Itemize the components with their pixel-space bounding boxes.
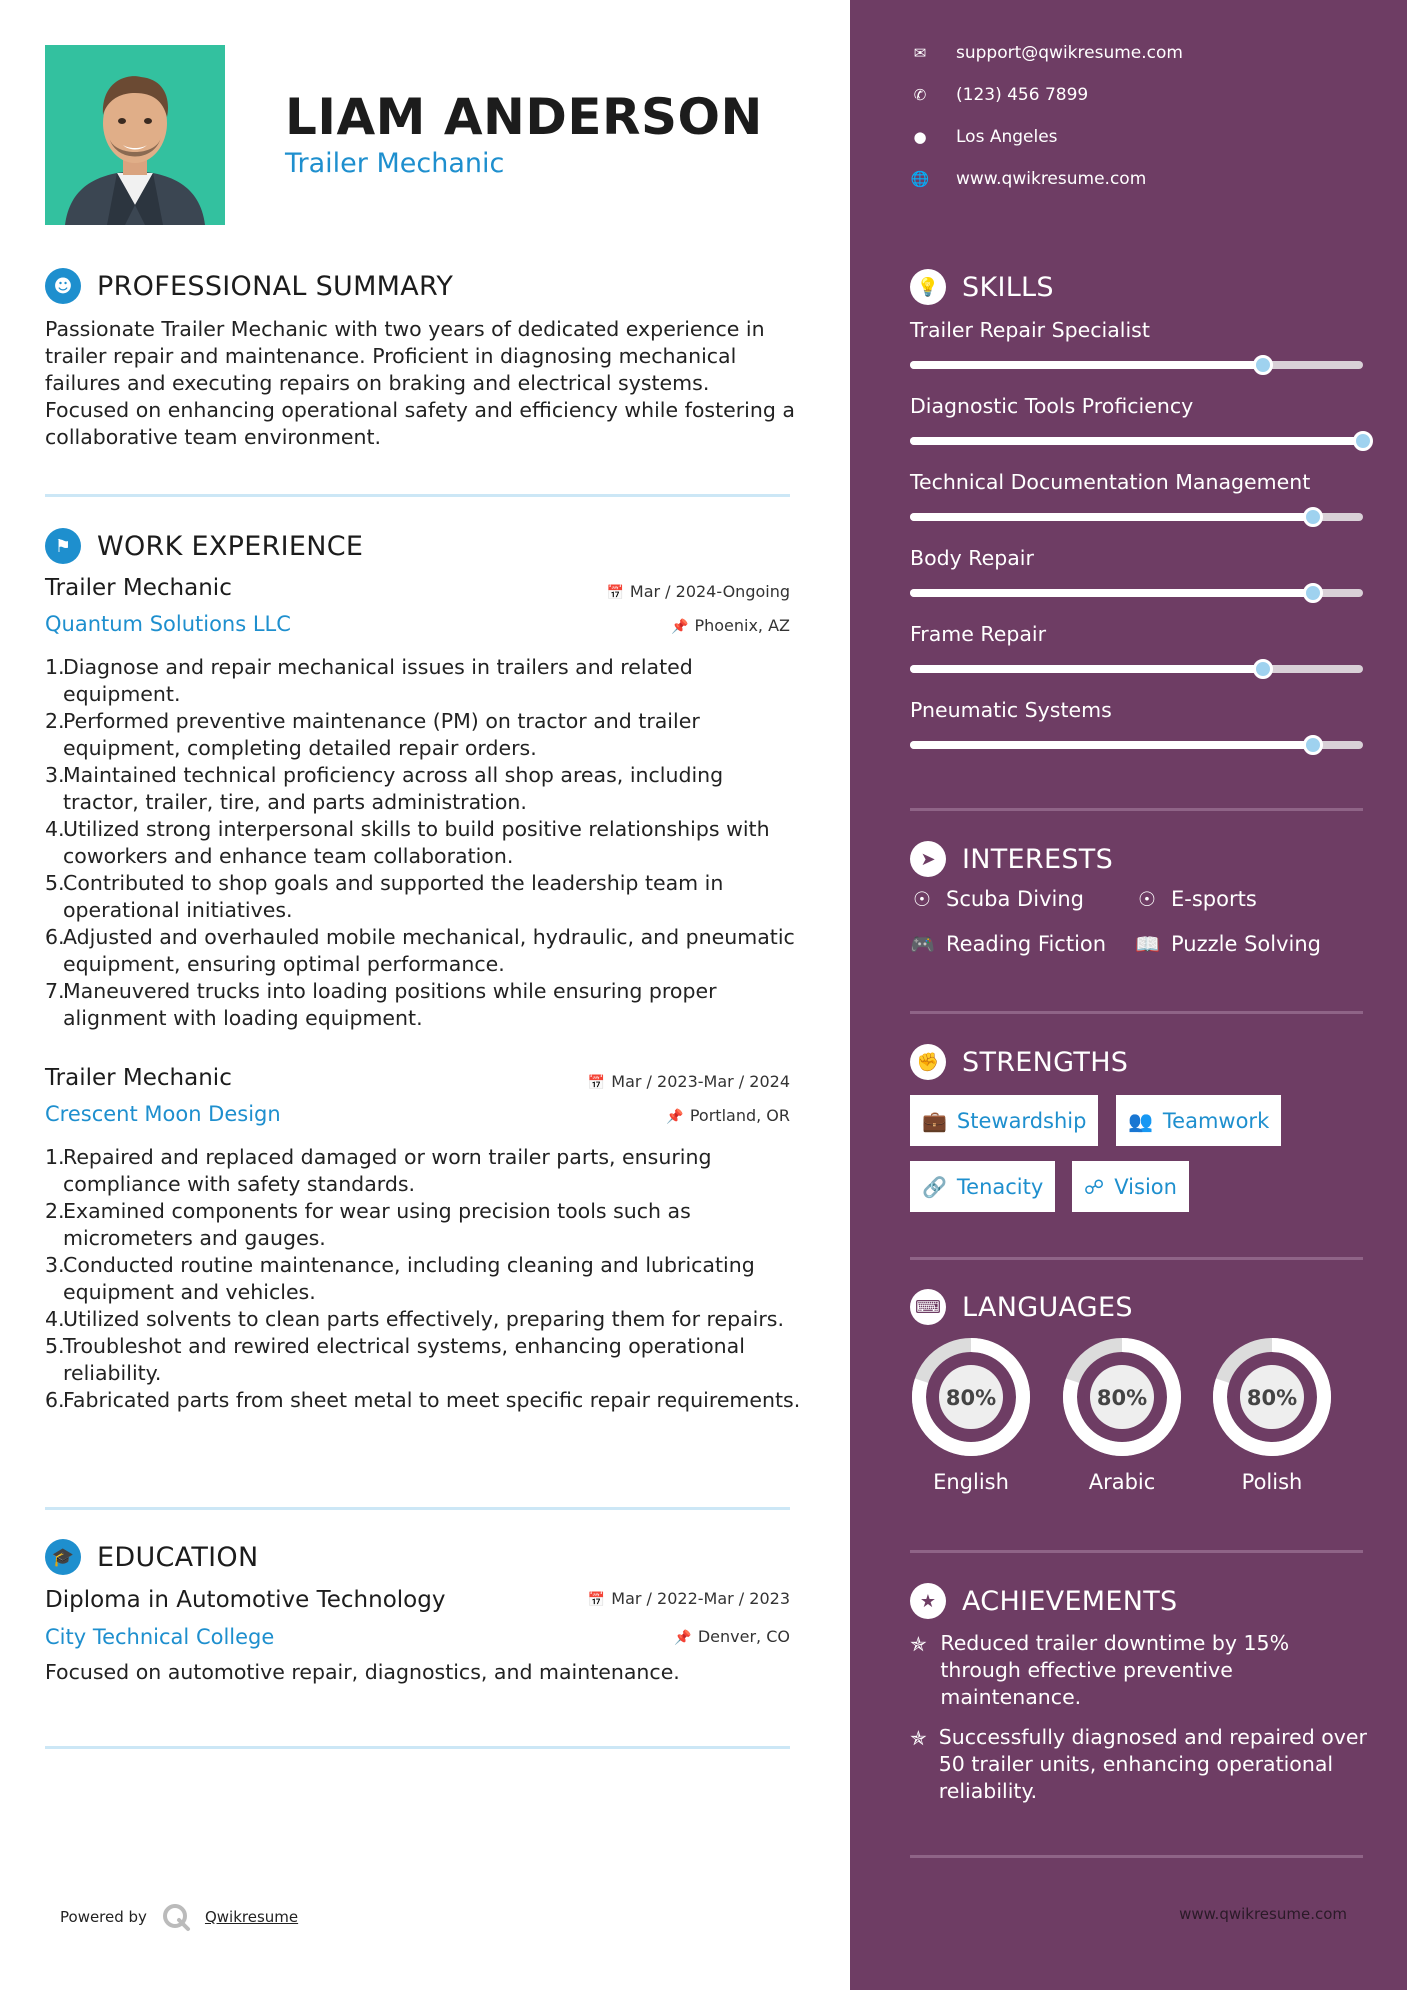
interest-item: ☉ E-sports [1135, 887, 1257, 911]
list-item: 5.Contributed to shop goals and supported the leadership team in operational initiatives. [45, 871, 724, 922]
globe-icon: 🌐 [910, 170, 930, 188]
skill-bar-knob [1303, 735, 1323, 755]
language-ring [1211, 1336, 1333, 1458]
pin-icon: 📌 [674, 1630, 692, 1646]
list-item: 2.Examined components for wear using precision tools such as micrometers and gauges. [45, 1199, 691, 1250]
powered-by [60, 1902, 298, 1932]
job-dates [606, 582, 790, 601]
language-name: Polish [1241, 1470, 1303, 1494]
achievement-item: ✯ Reduced trailer downtime by 15% through effective preventive maintenance. [910, 1631, 1290, 1709]
candidate-name: LIAM ANDERSON [285, 88, 763, 146]
list-item: 4.Utilized solvents to clean parts effectively, preparing them for repairs. [45, 1307, 785, 1331]
section-divider [45, 1507, 790, 1510]
list-item: 1.Repaired and replaced damaged or worn trailer parts, ensuring compliance with safety standards. [45, 1145, 712, 1196]
job-dates-text: Mar / 2023-Mar / 2024 [611, 1072, 790, 1091]
skill-bar [910, 741, 1363, 749]
skill-name: Trailer Repair Specialist [910, 318, 1150, 342]
binoculars-icon: ☍ [1084, 1174, 1105, 1199]
list-item: 4.Utilized strong interpersonal skills to build positive relationships with coworkers and enhance team collaboration. [45, 817, 770, 868]
skill-name: Technical Documentation Management [910, 470, 1311, 494]
achievement-item: ✯ Successfully diagnosed and repaired over 50 trailer units, enhancing operational reliability. [910, 1725, 1367, 1803]
contact-website-text: www.qwikresume.com [956, 169, 1147, 189]
pin-icon: 📌 [671, 619, 689, 635]
achievements-title: ACHIEVEMENTS [962, 1585, 1178, 1617]
summary-title: PROFESSIONAL SUMMARY [97, 270, 454, 302]
strength-tag: 👥 Teamwork [1116, 1095, 1281, 1146]
education-dates [588, 1589, 790, 1608]
list-item: 5.Troubleshot and rewired electrical systems, enhancing operational reliability. [45, 1334, 745, 1385]
calendar-icon: 📅 [606, 585, 624, 601]
experience-heading [45, 527, 363, 565]
language-item [1061, 1336, 1183, 1494]
envelope-icon: ✉ [913, 44, 927, 62]
gamepad-icon: 🎮 [910, 932, 935, 956]
list-item: 3.Conducted routine maintenance, including cleaning and lubricating equipment and vehicles. [45, 1253, 755, 1304]
education-description: Focused on automotive repair, diagnostics, and maintenance. [45, 1660, 680, 1684]
section-divider [910, 808, 1363, 811]
section-divider [45, 494, 790, 497]
skill-bar-fill [910, 361, 1263, 369]
job-location [671, 616, 790, 635]
list-item: 1.Diagnose and repair mechanical issues in trailers and related equipment. [45, 655, 693, 706]
briefcase-icon: 💼 [922, 1108, 947, 1133]
language-percent: 80% [1246, 1386, 1298, 1410]
calendar-icon: 📅 [587, 1592, 606, 1608]
summary-text: Passionate Trailer Mechanic with two years of dedicated experience in trailer repair and maintenance. Proficient in diagnosing mechanical failures and executing repairs on braking and electrical systems. Focused on enhancing operational safety and efficiency while fostering a collaborative team environment. [45, 317, 795, 449]
job-title: Trailer Mechanic [45, 575, 232, 601]
experience-title: WORK EXPERIENCE [97, 530, 364, 562]
interest-item: ☉ Scuba Diving [910, 887, 1084, 911]
paper-plane-icon: ➤ [910, 841, 946, 877]
job-company: Crescent Moon Design [45, 1102, 281, 1126]
language-name: Arabic [1088, 1470, 1156, 1494]
list-item: 7.Maneuvered trucks into loading positions while ensuring proper alignment with loading equipment. [45, 979, 717, 1030]
shooting-star-icon: ✯ [910, 1632, 927, 1656]
skill-bar [910, 589, 1363, 597]
job-title: Trailer Mechanic [45, 1065, 232, 1091]
job-duties-list [45, 654, 805, 1032]
job-dates-text: Mar / 2024-Ongoing [629, 582, 790, 601]
profile-photo [45, 45, 225, 225]
education-title: EDUCATION [97, 1541, 259, 1573]
skill-name: Diagnostic Tools Proficiency [910, 394, 1194, 418]
education-school: City Technical College [45, 1625, 275, 1649]
skill-bar-fill [910, 589, 1313, 597]
candidate-role: Trailer Mechanic [285, 148, 505, 179]
strength-tag: 💼 Stewardship [910, 1095, 1098, 1146]
language-item [1211, 1336, 1333, 1494]
languages-heading [910, 1288, 1133, 1326]
contact-phone[interactable] [910, 85, 1088, 105]
skill-name: Body Repair [910, 546, 1034, 570]
education-heading [45, 1538, 258, 1576]
language-percent: 80% [945, 1386, 997, 1410]
job-location-text: Phoenix, AZ [694, 616, 790, 635]
graduate-icon: 🎓 [45, 1539, 81, 1575]
list-item: 3.Maintained technical proficiency across all shop areas, including tractor, trailer, tire, and parts administration. [45, 763, 724, 814]
achievements-heading [910, 1582, 1178, 1620]
education-dates-text: Mar / 2022-Mar / 2023 [611, 1589, 790, 1608]
contact-email[interactable] [910, 43, 1183, 63]
language-percent: 80% [1096, 1386, 1148, 1410]
pin-icon: 📌 [666, 1109, 684, 1125]
job-dates [588, 1072, 790, 1091]
job-company: Quantum Solutions LLC [45, 612, 291, 636]
strength-tag: 🔗 Tenacity [910, 1161, 1055, 1212]
powered-by-text: Powered by [60, 1908, 147, 1926]
skill-bar [910, 665, 1363, 673]
strengths-title: STRENGTHS [962, 1046, 1129, 1078]
contact-location [910, 127, 1058, 147]
life-ring-icon: ☉ [913, 887, 931, 911]
skill-bar-fill [910, 741, 1313, 749]
skill-bar [910, 361, 1363, 369]
skill-bar-knob [1303, 507, 1323, 527]
skills-heading [910, 268, 1054, 306]
education-location-text: Denver, CO [697, 1627, 790, 1646]
contact-phone-text: (123) 456 7899 [956, 85, 1089, 105]
skill-bar-fill [910, 437, 1363, 445]
list-item: 6.Fabricated parts from sheet metal to meet specific repair requirements. [45, 1388, 801, 1412]
map-marker-icon: ● [913, 128, 927, 146]
interest-item: 🎮 Reading Fiction [910, 932, 1107, 956]
language-ring [910, 1336, 1032, 1458]
section-divider [910, 1257, 1363, 1260]
skill-bar-knob [1353, 431, 1373, 451]
section-divider [910, 1550, 1363, 1553]
skills-title: SKILLS [962, 271, 1054, 303]
job-duties-list [45, 1144, 805, 1414]
star-badge-icon: ★ [910, 1583, 946, 1619]
contact-website[interactable] [910, 169, 1146, 189]
skill-bar-fill [910, 513, 1313, 521]
job-location-text: Portland, OR [689, 1106, 790, 1125]
languages-title: LANGUAGES [962, 1291, 1133, 1323]
translate-icon: ⌨ [910, 1289, 946, 1325]
section-divider [910, 1855, 1363, 1858]
contact-location-text: Los Angeles [956, 127, 1058, 147]
contact-email-text: support@qwikresume.com [956, 43, 1183, 63]
list-item: 2.Performed preventive maintenance (PM) on tractor and trailer equipment, completing detailed repair orders. [45, 709, 700, 760]
profile-photo-image [45, 45, 225, 225]
education-location [674, 1627, 790, 1646]
footer-url[interactable]: www.qwikresume.com [1179, 1905, 1347, 1923]
skill-name: Frame Repair [910, 622, 1047, 646]
qwikresume-logo [161, 1902, 191, 1932]
skill-bar-fill [910, 665, 1263, 673]
strengths-heading [910, 1043, 1128, 1081]
skill-bar-knob [1253, 355, 1273, 375]
calendar-icon: 📅 [587, 1075, 606, 1091]
link-icon: 🔗 [922, 1174, 947, 1199]
users-icon: 👥 [1128, 1108, 1153, 1133]
interest-item: 📖 Puzzle Solving [1135, 932, 1321, 956]
skill-name: Pneumatic Systems [910, 698, 1112, 722]
qwikresume-link[interactable]: Qwikresume [204, 1908, 299, 1926]
section-divider [910, 1011, 1363, 1014]
interests-heading [910, 840, 1113, 878]
shooting-star-icon: ✯ [910, 1726, 927, 1750]
list-item: 6.Adjusted and overhauled mobile mechanical, hydraulic, and pneumatic equipment, ensuring optimal performance. [45, 925, 795, 976]
skill-bar [910, 513, 1363, 521]
lightbulb-icon: 💡 [910, 269, 946, 305]
phone-icon: ✆ [913, 86, 927, 104]
interests-title: INTERESTS [962, 843, 1114, 875]
office-chair-icon: ⚑ [45, 528, 81, 564]
language-item [910, 1336, 1032, 1494]
language-ring [1061, 1336, 1183, 1458]
skill-bar-knob [1303, 583, 1323, 603]
sidebar [850, 0, 1407, 1990]
job-location [666, 1106, 790, 1125]
book-icon: 📖 [1135, 932, 1160, 956]
fist-icon: ✊ [910, 1044, 946, 1080]
skill-bar [910, 437, 1363, 445]
user-icon: ☻ [45, 268, 81, 304]
skill-bar-knob [1253, 659, 1273, 679]
education-degree: Diploma in Automotive Technology [45, 1587, 446, 1613]
summary-heading [45, 267, 453, 305]
strength-tag: ☍ Vision [1072, 1161, 1189, 1212]
life-ring-icon: ☉ [1138, 887, 1156, 911]
section-divider [45, 1746, 790, 1749]
language-name: English [933, 1470, 1009, 1494]
